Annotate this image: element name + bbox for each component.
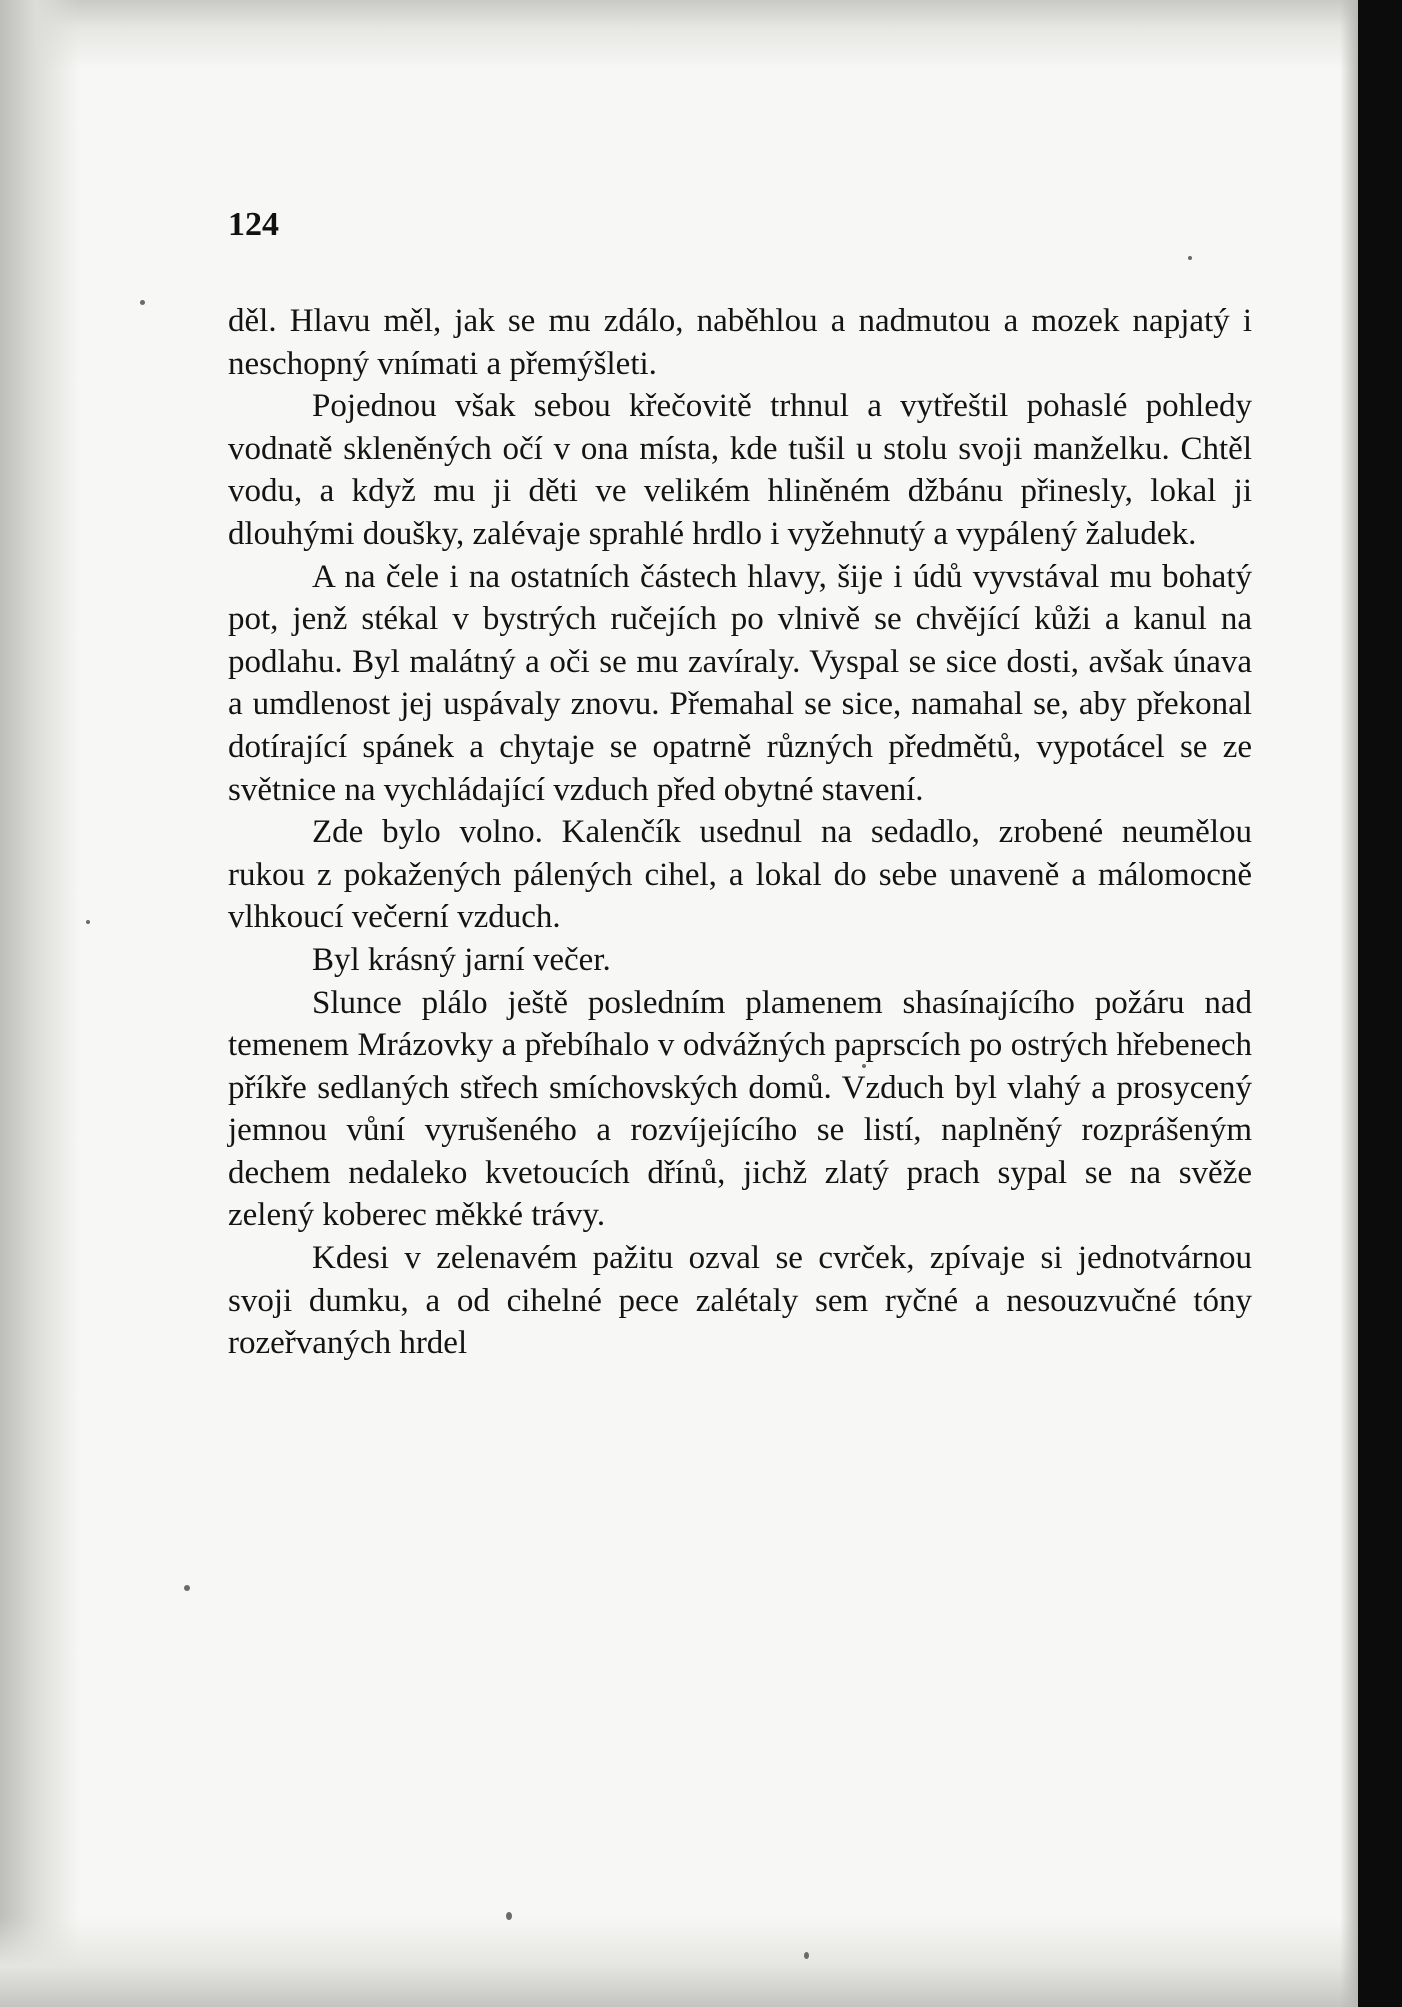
paragraph: A na čele i na ostatních částech hlavy, šije i údů vyvstával mu bohatý pot, jenž stékal v bystrých ručejích po vlnivě se chvějící kůži a kanul na podlahu. Byl malátný a oči se mu zavíraly. Vyspal se sice dosti, avšak únava a umdlenost jej uspávaly znovu. Přemahal se sice, namahal se, aby překonal dotírající spánek a chytaje se opatrně různých předmětů, vypotácel se ze světnice na vychládající vzduch před obytné stavení.: [228, 558, 1252, 808]
paragraph: Kdesi v zelenavém pažitu ozval se cvrček, zpívaje si jednotvárnou svoji dumku, a od cihelné pece zalétaly sem ryčné a nesouzvučné tóny rozeřvaných hrdel: [228, 1240, 1252, 1362]
top-edge-shadow: [0, 0, 1402, 70]
scan-speck: [184, 1585, 190, 1591]
scan-speck: [86, 920, 90, 924]
scan-speck: [804, 1952, 809, 1959]
paragraph: děl. Hlavu měl, jak se mu zdálo, naběhlou a nadmutou a mozek napjatý i neschopný vnímati a přemýšleti.: [228, 303, 1252, 382]
binding-edge: [1358, 0, 1402, 2007]
binding-gutter-shadow: [1340, 0, 1358, 2007]
scan-speck: [1188, 256, 1192, 260]
bottom-edge-shadow: [0, 1917, 1402, 2007]
scan-speck: [506, 1912, 512, 1920]
left-edge-shadow: [0, 0, 80, 2007]
scan-speck: [140, 300, 145, 305]
body-text: [228, 300, 1252, 1365]
paragraph: Slunce plálo ještě posledním plamenem shasínajícího požáru nad temenem Mrázovky a přebíhalo v odvážných paprscích po ostrých hřebenech příkře sedlaných střech smíchovských domů. Vzduch byl vlahý a prosycený jemnou vůní vyrušeného a rozvíjejícího se listí, naplněný rozprášeným dechem nedaleko kvetoucích dřínů, jichž zlatý prach sypal se na svěže zelený koberec měkké trávy.: [228, 984, 1252, 1234]
paragraph: Pojednou však sebou křečovitě trhnul a vytřeštil pohaslé pohledy vodnatě skleněných očí v ona místa, kde tušil u stolu svoji manželku. Chtěl vodu, a když mu ji děti ve velikém hliněném džbánu přinesly, lokal ji dlouhými doušky, zalévaje sprahlé hrdlo i vyžehnutý a vypálený žaludek.: [228, 388, 1252, 552]
page-number: 124: [228, 206, 279, 243]
paragraph: Byl krásný jarní večer.: [312, 941, 611, 978]
paragraph: Zde bylo volno. Kalenčík usednul na sedadlo, zrobené neumělou rukou z pokažených pálených cihel, a lokal do sebe unaveně a málomocně vlhkoucí večerní vzduch.: [228, 814, 1252, 936]
